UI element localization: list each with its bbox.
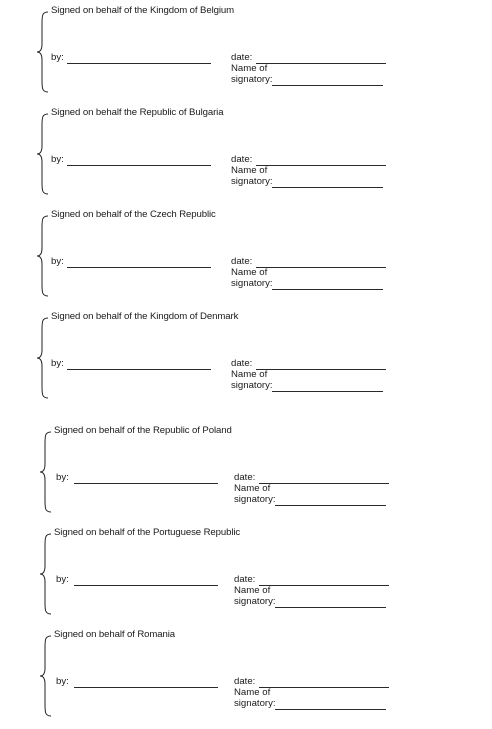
- name-of-signatory-label: [231, 267, 273, 289]
- by-signature-line[interactable]: [74, 585, 218, 586]
- name-of-signatory-label: [231, 63, 273, 85]
- date-line[interactable]: [256, 63, 386, 64]
- date-line[interactable]: [259, 483, 389, 484]
- name-of-signatory-line[interactable]: [275, 709, 386, 710]
- curly-brace: [36, 10, 50, 94]
- name-of-signatory-label: [234, 585, 276, 607]
- by-label: by:: [51, 256, 64, 267]
- by-signature-line[interactable]: [74, 483, 218, 484]
- name-of-signatory-line[interactable]: [272, 289, 383, 290]
- by-label: by:: [56, 676, 69, 687]
- by-label: by:: [51, 358, 64, 369]
- curly-brace: [39, 634, 53, 718]
- date-line[interactable]: [256, 267, 386, 268]
- name-of-signatory-label: [231, 165, 273, 187]
- by-signature-line[interactable]: [67, 165, 211, 166]
- name-of-signatory-label: [234, 687, 276, 709]
- date-label: date:: [234, 676, 256, 687]
- by-label: by:: [51, 52, 64, 63]
- signature-block-belgium: [0, 5, 492, 105]
- by-signature-line[interactable]: [67, 267, 211, 268]
- signature-block-romania: [3, 629, 492, 729]
- signatory-heading: Signed on behalf the Republic of Bulgaria: [51, 107, 224, 118]
- signature-block-czech-republic: [0, 209, 492, 309]
- name-label-line1: Name of: [231, 63, 268, 74]
- name-of-signatory-label: [231, 369, 273, 391]
- name-of-signatory-label: [234, 483, 276, 505]
- by-signature-line[interactable]: [67, 369, 211, 370]
- name-label-line1: Name of: [231, 369, 268, 380]
- name-label-line2: signatory:: [231, 278, 273, 289]
- name-label-line2: signatory:: [234, 494, 276, 505]
- signatory-heading: Signed on behalf of the Portuguese Republic: [54, 527, 241, 538]
- signatory-heading: Signed on behalf of the Czech Republic: [51, 209, 216, 220]
- date-label: date:: [231, 358, 253, 369]
- name-of-signatory-line[interactable]: [272, 187, 383, 188]
- signatory-heading: Signed on behalf of the Kingdom of Belgium: [51, 5, 235, 16]
- name-label-line1: Name of: [234, 483, 271, 494]
- name-label-line2: signatory:: [231, 74, 273, 85]
- curly-brace: [39, 430, 53, 514]
- date-label: date:: [231, 154, 253, 165]
- name-of-signatory-line[interactable]: [272, 391, 383, 392]
- name-of-signatory-line[interactable]: [272, 85, 383, 86]
- name-label-line2: signatory:: [231, 380, 273, 391]
- curly-brace: [36, 112, 50, 196]
- signatory-heading: Signed on behalf of Romania: [54, 629, 176, 640]
- by-signature-line[interactable]: [74, 687, 218, 688]
- date-line[interactable]: [259, 585, 389, 586]
- name-label-line1: Name of: [234, 687, 271, 698]
- date-label: date:: [234, 472, 256, 483]
- name-of-signatory-line[interactable]: [275, 607, 386, 608]
- name-label-line2: signatory:: [234, 698, 276, 709]
- name-label-line2: signatory:: [234, 596, 276, 607]
- date-label: date:: [231, 52, 253, 63]
- by-label: by:: [51, 154, 64, 165]
- signature-block-bulgaria: [0, 107, 492, 207]
- date-line[interactable]: [259, 687, 389, 688]
- by-label: by:: [56, 574, 69, 585]
- name-label-line1: Name of: [234, 585, 271, 596]
- date-label: date:: [234, 574, 256, 585]
- name-label-line2: signatory:: [231, 176, 273, 187]
- signature-block-poland: [3, 425, 492, 525]
- curly-brace: [36, 316, 50, 400]
- signature-block-portugal: [3, 527, 492, 627]
- date-label: date:: [231, 256, 253, 267]
- by-signature-line[interactable]: [67, 63, 211, 64]
- curly-brace: [39, 532, 53, 616]
- signatory-heading: Signed on behalf of the Republic of Poland: [54, 425, 232, 436]
- date-line[interactable]: [256, 369, 386, 370]
- name-of-signatory-line[interactable]: [275, 505, 386, 506]
- name-label-line1: Name of: [231, 165, 268, 176]
- signature-block-denmark: [0, 311, 492, 411]
- signatory-heading: Signed on behalf of the Kingdom of Denmark: [51, 311, 239, 322]
- date-line[interactable]: [256, 165, 386, 166]
- name-label-line1: Name of: [231, 267, 268, 278]
- by-label: by:: [56, 472, 69, 483]
- curly-brace: [36, 214, 50, 298]
